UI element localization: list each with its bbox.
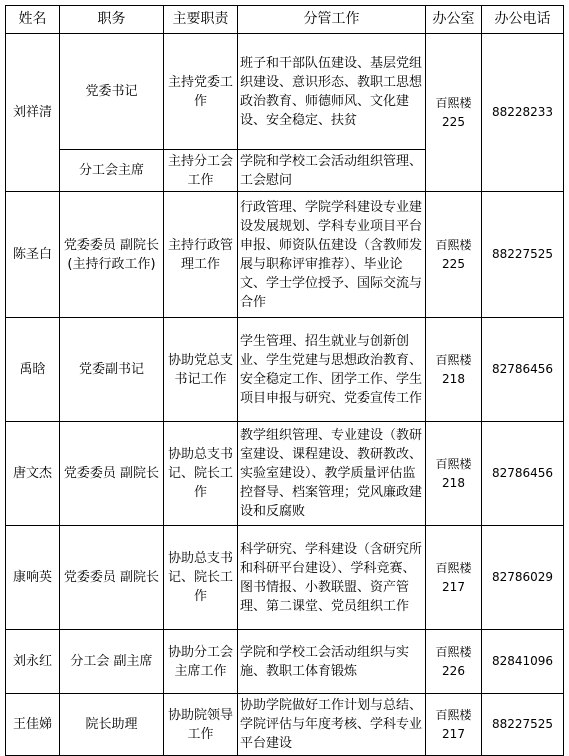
person-position: 党委副书记 — [60, 318, 164, 422]
table-row — [6, 34, 564, 150]
person-duties: 行政管理、学院学科建设专业建设发展规划、学科专业项目平台申报、师资队伍建设（含教师发展与职称评审推荐）、毕业论文、学士学位授予、国际交流与合作 — [238, 192, 426, 318]
person-duties: 教学组织管理、专业建设（教研室建设、课程建设、教研教改、实验室建设）、教学质量评估监控督导、档案管理；党风廉政建设和反腐败 — [238, 422, 426, 526]
person-office: 百熙楼 225 — [426, 34, 482, 192]
person-position: 分工会 副主席 — [60, 630, 164, 694]
person-phone: 82786029 — [482, 526, 564, 630]
person-office: 百熙楼 218 — [426, 318, 482, 422]
table-header-row — [6, 6, 564, 34]
header-office: 办公室 — [426, 6, 482, 34]
person-responsibility: 协助分工会主席工作 — [164, 630, 238, 694]
person-office: 百熙楼 225 — [426, 192, 482, 318]
table-row — [6, 694, 564, 756]
table-row — [6, 422, 564, 526]
person-name: 禹晗 — [6, 318, 60, 422]
person-phone: 88228233 — [482, 34, 564, 192]
table-row — [6, 192, 564, 318]
person-position: 党委书记 — [60, 34, 164, 150]
person-name: 刘祥清 — [6, 34, 60, 192]
person-responsibility: 主持行政管理工作 — [164, 192, 238, 318]
header-responsibility: 主要职责 — [164, 6, 238, 34]
person-position: 党委委员 副院长(主持行政工作) — [60, 192, 164, 318]
staff-duty-table — [5, 5, 564, 756]
person-position: 党委委员 副院长 — [60, 422, 164, 526]
header-name: 姓名 — [6, 6, 60, 34]
person-name: 王佳娣 — [6, 694, 60, 756]
person-responsibility: 主持党委工作 — [164, 34, 238, 150]
person-responsibility: 协助党总支书记工作 — [164, 318, 238, 422]
person-name: 刘永红 — [6, 630, 60, 694]
person-phone: 82786456 — [482, 318, 564, 422]
person-duties: 学生管理、招生就业与创新创业、学生党建与思想政治教育、安全稳定工作、团学工作、学生项目申报与研究、党委宣传工作 — [238, 318, 426, 422]
person-office: 百熙楼 226 — [426, 630, 482, 694]
person-position: 党委委员 副院长 — [60, 526, 164, 630]
person-phone: 82786456 — [482, 422, 564, 526]
table-row — [6, 526, 564, 630]
person-duties: 班子和干部队伍建设、基层党组织建设、意识形态、教职工思想政治教育、师德师风、文化建设、安全稳定、扶贫 — [238, 34, 426, 150]
person-responsibility: 协助院领导工作 — [164, 694, 238, 756]
person-office: 百熙楼 217 — [426, 694, 482, 756]
header-duties: 分管工作 — [238, 6, 426, 34]
person-duties: 科学研究、学科建设（含研究所和科研平台建设）、学科竞赛、图书情报、小教联盟、资产管理、第二课堂、党员组织工作 — [238, 526, 426, 630]
person-responsibility: 协助总支书记、院长工作 — [164, 526, 238, 630]
person-name: 唐文杰 — [6, 422, 60, 526]
header-phone: 办公电话 — [482, 6, 564, 34]
person-responsibility: 协助总支书记、院长工作 — [164, 422, 238, 526]
person-phone: 82841096 — [482, 630, 564, 694]
person-position: 分工会主席 — [60, 150, 164, 192]
person-duties: 协助学院做好工作计划与总结、学院评估与年度考核、学科专业平台建设 — [238, 694, 426, 756]
person-office: 百熙楼 218 — [426, 422, 482, 526]
person-phone: 88227525 — [482, 192, 564, 318]
person-phone: 88227525 — [482, 694, 564, 756]
table-row — [6, 630, 564, 694]
table-row — [6, 318, 564, 422]
header-position: 职务 — [60, 6, 164, 34]
person-duties: 学院和学校工会活动组织与实施、教职工体育锻炼 — [238, 630, 426, 694]
person-position: 院长助理 — [60, 694, 164, 756]
person-responsibility: 主持分工会工作 — [164, 150, 238, 192]
person-office: 百熙楼 217 — [426, 526, 482, 630]
person-name: 康响英 — [6, 526, 60, 630]
person-duties: 学院和学校工会活动组织管理、工会慰问 — [238, 150, 426, 192]
person-name: 陈圣白 — [6, 192, 60, 318]
